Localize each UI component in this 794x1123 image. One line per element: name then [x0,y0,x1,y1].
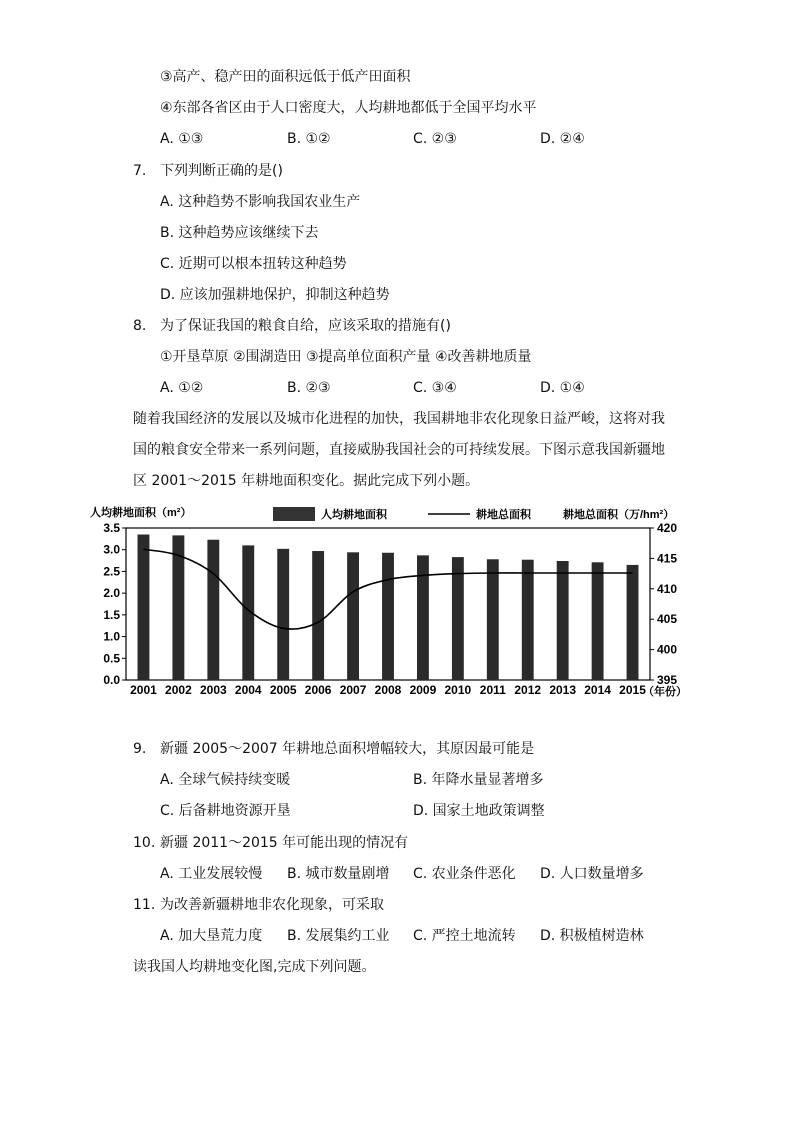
q9-option-a: A. 全球气候持续变暖 [160,772,291,788]
q11-stem: 为改善新疆耕地非农化现象，可采取 [160,897,384,913]
bar-per-capita-2006 [312,551,324,680]
legend-line-label: 耕地总面积 [476,509,531,521]
bar-per-capita-2007 [347,552,359,680]
x-tick-label: 2006 [304,683,332,697]
x-tick-label: 2002 [165,683,192,697]
q11-option-a: A. 加大垦荒力度 [160,928,263,944]
q8-statements: ①开垦草原 ②围湖造田 ③提高单位面积产量 ④改善耕地质量 [160,349,532,365]
x-tick-label: 2012 [514,683,542,697]
option-d: D. ②④ [540,131,585,147]
x-tick-label: 2011 [479,683,506,697]
q8-number: 8. [133,318,147,334]
x-tick-label: 2013 [549,683,577,697]
right-tick-label: 415 [657,551,678,566]
passage-line-1: 随着我国经济的发展以及城市化进程的加快，我国耕地非农化现象日益严峻，这将对我 [133,411,665,427]
x-tick-label: 2007 [339,683,367,697]
q11-option-b: B. 发展集约工业 [287,928,390,944]
cropland-area-chart [88,500,708,705]
q9-option-d: D. 国家土地政策调整 [413,803,545,819]
q10-number: 10. [133,835,156,851]
q7-option-d: D. 应该加强耕地保护，抑制这种趋势 [160,287,390,303]
q10-option-d: D. 人口数量增多 [540,866,644,882]
q9-option-c: C. 后备耕地资源开垦 [160,803,291,819]
bar-per-capita-2008 [382,553,394,680]
q7-stem: 下列判断正确的是() [160,163,283,179]
q10-option-b: B. 城市数量剧增 [287,866,390,882]
x-tick-label: 2003 [199,683,227,697]
left-tick-label: 3.5 [103,521,120,535]
bar-per-capita-2003 [207,540,219,680]
bar-per-capita-2009 [417,555,429,680]
legend-bar-label: 人均耕地面积 [321,509,387,521]
right-tick-label: 420 [657,521,678,535]
x-tick-label: 2001 [130,683,157,697]
passage-line-3: 区 2001～2015 年耕地面积变化。据此完成下列小题。 [133,473,480,489]
x-tick-label: 2014 [584,683,611,697]
bar-per-capita-2005 [277,549,289,680]
q11-option-c: C. 严控土地流转 [413,928,516,944]
left-axis-label: 人均耕地面积（m²） [90,507,192,519]
q8-option-b: B. ②③ [287,380,331,396]
q7-option-c: C. 近期可以根本扭转这种趋势 [160,256,347,272]
q7-option-b: B. 这种趋势应该继续下去 [160,225,319,241]
x-tick-label: 2015 [619,683,646,697]
x-tick-label: 2005 [269,683,297,697]
right-tick-label: 410 [657,581,678,596]
q10-option-a: A. 工业发展较慢 [160,866,263,882]
legend-bar-swatch [273,507,315,521]
q7-option-a: A. 这种趋势不影响我国农业生产 [160,194,361,210]
q9-number: 9. [133,741,147,757]
option-a: A. ①③ [160,131,204,147]
statement-4: ④东部各省区由于人口密度大，人均耕地都低于全国平均水平 [160,100,537,116]
left-tick-label: 2.5 [103,564,120,579]
option-c: C. ②③ [413,131,457,147]
bar-per-capita-2011 [487,559,499,680]
q8-option-c: C. ③④ [413,380,457,396]
bar-per-capita-2014 [592,562,604,680]
bar-per-capita-2015 [627,565,639,680]
q9-stem: 新疆 2005～2007 年耕地总面积增幅较大，其原因最可能是 [160,741,535,757]
left-tick-label: 2.0 [103,586,120,601]
x-tick-label: 2009 [409,683,437,697]
q10-option-c: C. 农业条件恶化 [413,866,516,882]
left-tick-label: 0.0 [103,673,120,687]
x-tick-label: 2008 [374,683,402,697]
right-tick-label: 405 [657,612,678,627]
left-tick-label: 3.0 [103,542,120,557]
bar-per-capita-2013 [557,561,569,680]
q11-option-d: D. 积极植树造林 [540,928,644,944]
closing-instruction: 读我国人均耕地变化图,完成下列问题。 [133,959,376,975]
right-tick-label: 400 [657,642,678,657]
q8-option-d: D. ①④ [540,380,585,396]
q8-option-a: A. ①② [160,380,204,396]
q9-option-b: B. 年降水量显著增多 [413,772,544,788]
left-tick-label: 1.0 [103,629,120,644]
option-b: B. ①② [287,131,331,147]
bar-per-capita-2010 [452,557,464,680]
q10-stem: 新疆 2011～2015 年可能出现的情况有 [160,835,409,851]
x-tick-label: 2010 [444,683,472,697]
left-tick-label: 1.5 [103,607,120,622]
bar-per-capita-2001 [138,535,150,680]
q8-stem: 为了保证我国的粮食自给，应该采取的措施有() [160,318,451,334]
q7-number: 7. [133,163,147,179]
passage-line-2: 国的粮食安全带来一系列问题，直接威胁我国社会的可持续发展。下图示意我国新疆地 [133,442,665,458]
q11-number: 11. [133,897,156,913]
bar-per-capita-2012 [522,560,534,680]
statement-3: ③高产、稳产田的面积远低于低产田面积 [160,69,411,85]
right-tick-label: 395 [657,673,678,687]
x-unit-label: （年份） [643,686,687,698]
left-tick-label: 0.5 [103,651,120,666]
x-tick-label: 2004 [234,683,262,697]
right-axis-label: 耕地总面积（万/hm²） [563,509,675,521]
